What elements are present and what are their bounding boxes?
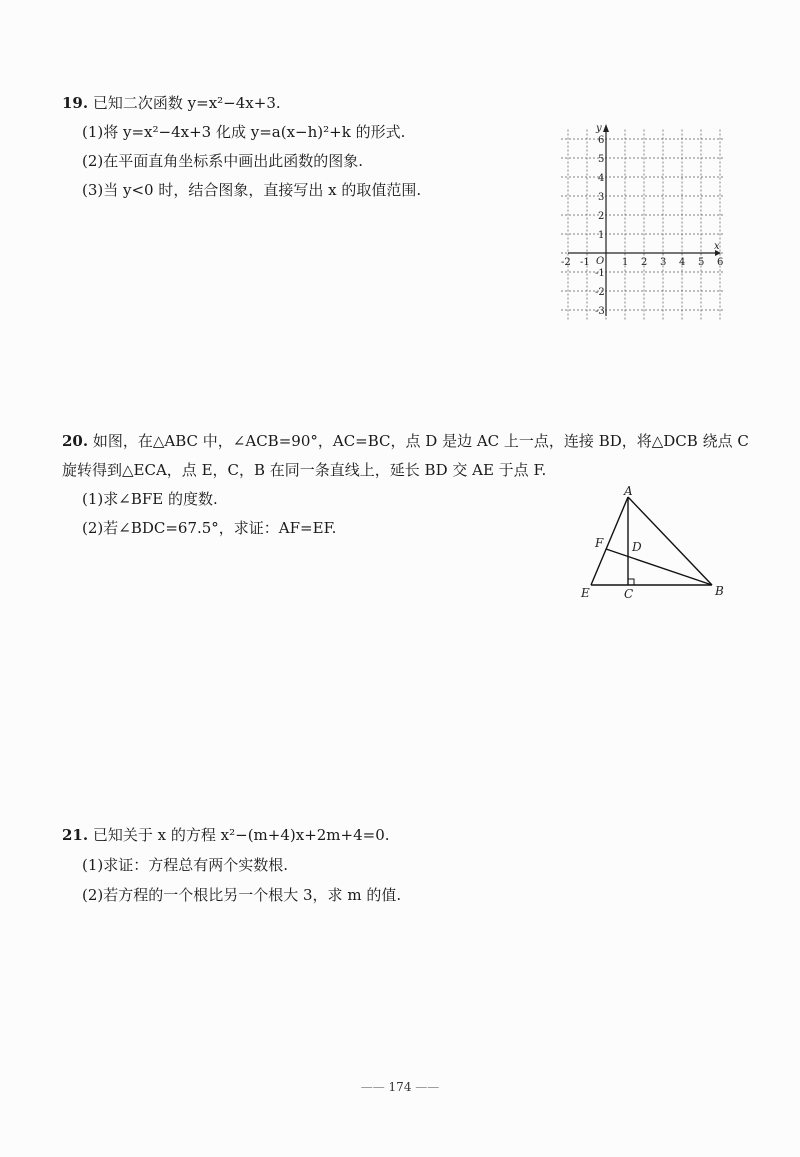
problem-19-stem	[62, 93, 281, 113]
page-number: 174	[388, 1080, 412, 1094]
problem-19-part-2: (2)在平面直角坐标系中画出此函数的图象.	[82, 152, 364, 170]
y-tick-label: 1	[598, 230, 605, 241]
problem-19-part-1: (1)将 y=x²−4x+3 化成 y=a(x−h)²+k 的形式.	[82, 123, 406, 141]
y-tick-label: -2	[595, 287, 605, 298]
x-tick-label: 1	[622, 257, 629, 268]
problem-number: 20.	[62, 432, 89, 450]
x-tick-label: 3	[660, 257, 667, 268]
problem-21-part-2: (2)若方程的一个根比另一个根大 3，求 m 的值.	[82, 886, 402, 904]
point-label-C: C	[624, 587, 634, 601]
point-label-D: D	[632, 540, 642, 554]
y-tick-label: -1	[595, 268, 605, 279]
problem-21-part-1: (1)求证：方程总有两个实数根.	[82, 856, 289, 874]
segment-FB	[606, 549, 712, 585]
page-footer	[0, 1079, 800, 1095]
x-tick-label: 5	[698, 257, 705, 268]
problem-number: 21.	[62, 826, 89, 844]
x-tick-label: -2	[561, 257, 571, 268]
y-tick-label: 3	[598, 192, 605, 203]
y-tick-labels	[595, 135, 605, 317]
x-tick-label: 4	[679, 257, 686, 268]
y-tick-label: 4	[598, 173, 605, 184]
y-tick-label: 6	[598, 135, 605, 146]
footer-dash-left: ——	[360, 1080, 389, 1094]
y-tick-label: 5	[598, 154, 605, 165]
problem-20-stem-continued: 旋转得到△ECA，点 E，C，B 在同一条直线上，延长 BD 交 AE 于点 F.	[62, 461, 547, 479]
x-tick-label: 2	[641, 257, 648, 268]
x-tick-label: -1	[580, 257, 590, 268]
origin-label: O	[596, 256, 605, 267]
footer-dash-right: ——	[415, 1080, 440, 1094]
problem-19-part-3: (3)当 y<0 时，结合图象，直接写出 x 的取值范围.	[82, 181, 422, 199]
y-tick-label: 2	[598, 211, 605, 222]
point-label-B: B	[715, 584, 724, 598]
point-label-F: F	[595, 536, 604, 550]
coordinate-grid-figure	[560, 118, 725, 323]
grid-lines	[560, 130, 725, 320]
point-label-A: A	[624, 485, 633, 498]
problem-20-stem	[62, 431, 749, 451]
point-label-E: E	[581, 586, 590, 600]
problem-number: 19.	[62, 94, 89, 112]
right-angle-mark-icon	[628, 579, 634, 585]
problem-text: 如图，在△ABC 中，∠ACB=90°，AC=BC，点 D 是边 AC 上一点，连接 BD，将△DCB 绕点 C	[92, 432, 749, 450]
problem-text: 已知关于 x 的方程 x²−(m+4)x+2m+4=0.	[92, 826, 390, 844]
problem-20-part-1: (1)求∠BFE 的度数.	[82, 490, 218, 508]
problem-21-stem	[62, 825, 390, 845]
y-axis-label: y	[596, 123, 602, 134]
problem-20-part-2: (2)若∠BDC=67.5°，求证：AF=EF.	[82, 519, 337, 537]
problem-text: 已知二次函数 y=x²−4x+3.	[92, 94, 281, 112]
triangle-figure	[575, 485, 725, 605]
x-axis-label: x	[714, 241, 720, 252]
y-tick-label: -3	[595, 306, 605, 317]
x-tick-label: 6	[717, 257, 724, 268]
y-axis-arrow-icon	[603, 124, 609, 132]
x-tick-labels	[561, 257, 723, 268]
